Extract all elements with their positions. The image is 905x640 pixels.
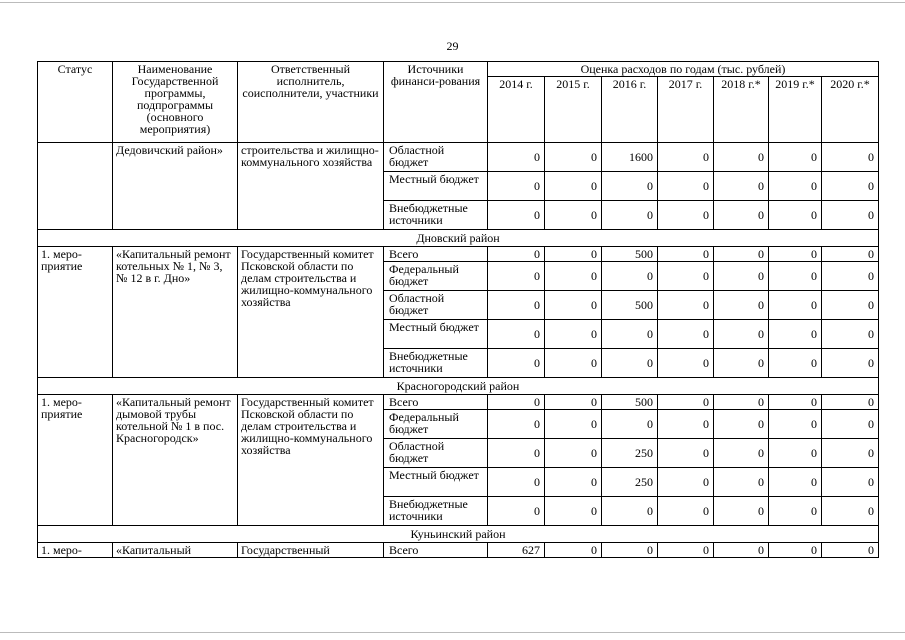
table-row	[38, 247, 879, 262]
value-cell: 0	[658, 320, 714, 349]
source-cell: Местный бюджет	[384, 172, 488, 201]
value-cell: 0	[545, 497, 602, 526]
table-body	[38, 62, 879, 558]
header-expenses: Оценка расходов по годам (тыс. рублей)	[488, 62, 879, 77]
value-cell: 0	[822, 291, 879, 320]
value-cell: 0	[714, 172, 769, 201]
value-cell: 0	[488, 262, 545, 291]
value-cell: 0	[822, 468, 879, 497]
value-cell: 0	[822, 172, 879, 201]
status-cell: 1. меро-приятие	[38, 395, 113, 526]
value-cell: 0	[714, 395, 769, 410]
value-cell: 627	[488, 543, 545, 558]
value-cell: 1600	[602, 143, 658, 172]
source-cell: Внебюджетные источники	[384, 497, 488, 526]
source-cell: Областной бюджет	[384, 143, 488, 172]
value-cell: 0	[769, 349, 822, 378]
value-cell: 0	[545, 439, 602, 468]
value-cell: 0	[602, 262, 658, 291]
value-cell: 0	[602, 172, 658, 201]
value-cell: 500	[602, 395, 658, 410]
value-cell: 0	[822, 497, 879, 526]
header-row	[38, 62, 879, 77]
value-cell: 0	[488, 439, 545, 468]
value-cell: 0	[658, 395, 714, 410]
value-cell: 0	[658, 543, 714, 558]
value-cell: 250	[602, 439, 658, 468]
value-cell: 0	[658, 143, 714, 172]
value-cell: 0	[822, 201, 879, 230]
year-2019: 2019 г.*	[769, 77, 822, 143]
source-cell: Всего	[384, 395, 488, 410]
executor-cell: Государственный комитет Псковской области по делам строительства и жилищно-коммунального хозяйства	[238, 247, 384, 378]
value-cell: 0	[488, 497, 545, 526]
status-cell: 1. меро-приятие	[38, 247, 113, 378]
header-status: Статус	[38, 62, 113, 143]
value-cell: 0	[714, 262, 769, 291]
value-cell: 0	[714, 543, 769, 558]
value-cell: 0	[488, 291, 545, 320]
program-name-cell: «Капитальный	[113, 543, 238, 558]
value-cell: 0	[545, 320, 602, 349]
value-cell: 500	[602, 247, 658, 262]
value-cell: 0	[545, 291, 602, 320]
header-sources: Источники финанси-рования	[384, 62, 488, 143]
value-cell: 0	[658, 439, 714, 468]
value-cell: 0	[714, 349, 769, 378]
value-cell: 0	[769, 543, 822, 558]
value-cell: 0	[545, 349, 602, 378]
value-cell: 0	[769, 262, 822, 291]
value-cell: 0	[602, 320, 658, 349]
value-cell: 0	[658, 247, 714, 262]
value-cell: 0	[769, 201, 822, 230]
value-cell: 0	[714, 247, 769, 262]
scan-edge-top	[0, 2, 905, 3]
value-cell: 0	[714, 201, 769, 230]
source-cell: Местный бюджет	[384, 468, 488, 497]
value-cell: 500	[602, 291, 658, 320]
scan-edge-bottom	[0, 632, 905, 633]
value-cell: 0	[714, 497, 769, 526]
section-row	[38, 230, 879, 247]
value-cell: 0	[822, 247, 879, 262]
table-row	[38, 143, 879, 172]
value-cell: 250	[602, 468, 658, 497]
value-cell: 0	[545, 410, 602, 439]
year-2020: 2020 г.*	[822, 77, 879, 143]
value-cell: 0	[602, 349, 658, 378]
value-cell: 0	[769, 247, 822, 262]
source-cell: Областной бюджет	[384, 439, 488, 468]
value-cell: 0	[822, 143, 879, 172]
value-cell: 0	[658, 497, 714, 526]
value-cell: 0	[714, 468, 769, 497]
value-cell: 0	[602, 543, 658, 558]
value-cell: 0	[822, 439, 879, 468]
section-row	[38, 526, 879, 543]
value-cell: 0	[769, 320, 822, 349]
value-cell: 0	[488, 395, 545, 410]
executor-cell: Государственный комитет Псковской области по делам строительства и жилищно-коммунального хозяйства	[238, 395, 384, 526]
source-cell: Федеральный бюджет	[384, 262, 488, 291]
value-cell: 0	[769, 143, 822, 172]
source-cell: Федеральный бюджет	[384, 410, 488, 439]
value-cell: 0	[545, 468, 602, 497]
section-title: Дновский район	[38, 230, 879, 247]
table-row	[38, 543, 879, 558]
header-name: Наименование Государственной программы, подпрограммы (основного мероприятия)	[113, 62, 238, 143]
page-number: 29	[446, 39, 459, 53]
value-cell: 0	[545, 201, 602, 230]
value-cell: 0	[769, 395, 822, 410]
year-2014: 2014 г.	[488, 77, 545, 143]
value-cell: 0	[658, 201, 714, 230]
program-name-cell: «Капитальный ремонт дымовой трубы котельной № 1 в пос. Красногородск»	[113, 395, 238, 526]
value-cell: 0	[602, 410, 658, 439]
value-cell: 0	[545, 262, 602, 291]
value-cell: 0	[769, 468, 822, 497]
value-cell: 0	[488, 320, 545, 349]
expenses-table	[37, 61, 879, 558]
value-cell: 0	[658, 172, 714, 201]
value-cell: 0	[545, 543, 602, 558]
value-cell: 0	[769, 410, 822, 439]
executor-cell: Государственный	[238, 543, 384, 558]
source-cell: Местный бюджет	[384, 320, 488, 349]
value-cell: 0	[488, 201, 545, 230]
value-cell: 0	[822, 262, 879, 291]
value-cell: 0	[658, 262, 714, 291]
source-cell: Внебюджетные источники	[384, 201, 488, 230]
value-cell: 0	[822, 543, 879, 558]
section-title: Куньинский район	[38, 526, 879, 543]
value-cell: 0	[658, 291, 714, 320]
year-2016: 2016 г.	[602, 77, 658, 143]
value-cell: 0	[488, 468, 545, 497]
value-cell: 0	[488, 172, 545, 201]
value-cell: 0	[658, 349, 714, 378]
value-cell: 0	[714, 291, 769, 320]
value-cell: 0	[488, 410, 545, 439]
status-cell	[38, 143, 113, 230]
value-cell: 0	[822, 410, 879, 439]
value-cell: 0	[545, 247, 602, 262]
value-cell: 0	[488, 143, 545, 172]
section-row	[38, 378, 879, 395]
executor-cell: строительства и жилищно-коммунального хозяйства	[238, 143, 384, 230]
value-cell: 0	[714, 143, 769, 172]
value-cell: 0	[602, 201, 658, 230]
value-cell: 0	[769, 291, 822, 320]
program-name-cell: «Капитальный ремонт котельных № 1, № 3, № 12 в г. Дно»	[113, 247, 238, 378]
value-cell: 0	[658, 468, 714, 497]
value-cell: 0	[602, 497, 658, 526]
table-row	[38, 395, 879, 410]
year-2018: 2018 г.*	[714, 77, 769, 143]
value-cell: 0	[822, 320, 879, 349]
source-cell: Всего	[384, 247, 488, 262]
value-cell: 0	[488, 349, 545, 378]
source-cell: Всего	[384, 543, 488, 558]
status-cell: 1. меро-	[38, 543, 113, 558]
value-cell: 0	[545, 143, 602, 172]
year-2015: 2015 г.	[545, 77, 602, 143]
value-cell: 0	[769, 497, 822, 526]
year-2017: 2017 г.	[658, 77, 714, 143]
value-cell: 0	[822, 349, 879, 378]
header-executor: Ответственный исполнитель, соисполнители, участники	[238, 62, 384, 143]
value-cell: 0	[714, 320, 769, 349]
program-name-cell: Дедовичский район»	[113, 143, 238, 230]
value-cell: 0	[545, 172, 602, 201]
source-cell: Областной бюджет	[384, 291, 488, 320]
value-cell: 0	[658, 410, 714, 439]
value-cell: 0	[822, 395, 879, 410]
value-cell: 0	[714, 410, 769, 439]
value-cell: 0	[714, 439, 769, 468]
value-cell: 0	[769, 439, 822, 468]
value-cell: 0	[545, 395, 602, 410]
section-title: Красногородский район	[38, 378, 879, 395]
value-cell: 0	[769, 172, 822, 201]
value-cell: 0	[488, 247, 545, 262]
source-cell: Внебюджетные источники	[384, 349, 488, 378]
